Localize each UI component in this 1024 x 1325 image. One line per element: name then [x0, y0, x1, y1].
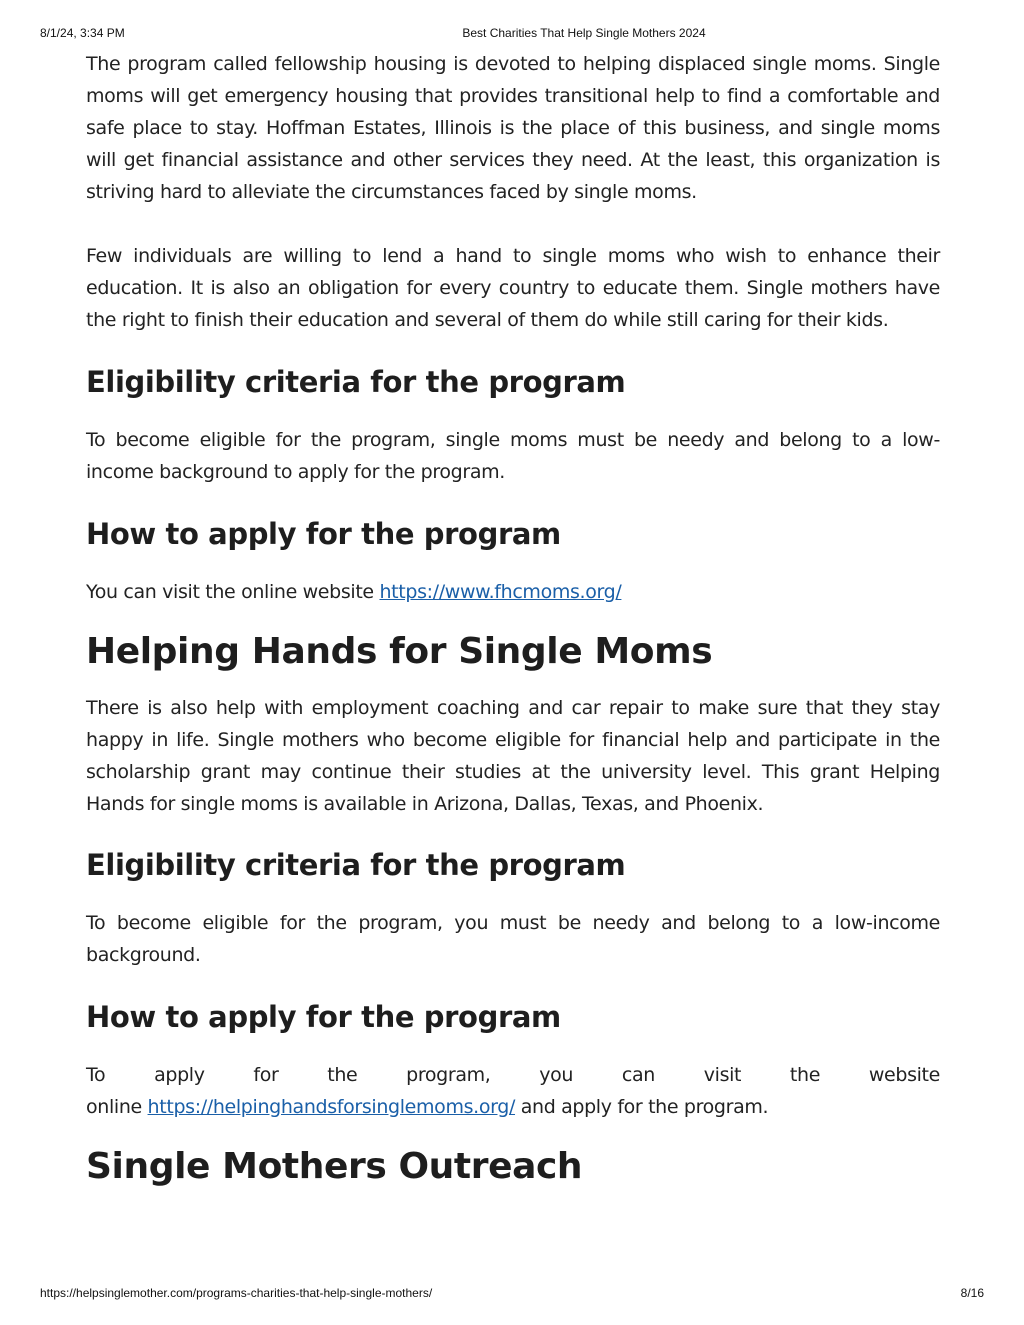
fhcmoms-link[interactable]: https://www.fhcmoms.org/: [379, 581, 622, 603]
heading-helping-hands: Helping Hands for Single Moms: [86, 631, 713, 672]
heading-eligibility-1: Eligibility criteria for the program: [86, 365, 626, 399]
apply-1-text: You can visit the online website: [86, 581, 380, 603]
article-content: [86, 48, 940, 1189]
paragraph-apply-1: [86, 576, 940, 608]
helpinghands-link[interactable]: https://helpinghandsforsinglemoms.org/: [147, 1096, 516, 1118]
print-header: [0, 26, 1024, 42]
paragraph-eligibility-2: To become eligible for the program, you must be needy and belong to a low-income background.: [86, 912, 940, 966]
heading-eligibility-2: Eligibility criteria for the program: [86, 848, 626, 882]
print-url: https://helpsinglemother.com/programs-charities-that-help-single-mothers/: [40, 1286, 433, 1300]
paragraph-helping-hands: There is also help with employment coaching and car repair to make sure that they stay happy in life. Single mothers who become eligible for financial help and participate in the scholarship grant may continue their studies at the university level. This grant Helping Hands for single moms is available in Arizona, Dallas, Texas, and Phoenix.: [86, 697, 940, 815]
apply-2-suffix-text: and apply for the program.: [515, 1096, 769, 1118]
paragraph-eligibility-1: To become eligible for the program, single moms must be needy and belong to a low-income background to apply for the program.: [86, 429, 940, 483]
paragraph-education: Few individuals are willing to lend a hand to single moms who wish to enhance their education. It is also an obligation for every country to educate them. Single mothers have the right to finish their education and several of them do while still caring for their kids.: [86, 245, 940, 331]
heading-single-mothers-outreach: Single Mothers Outreach: [86, 1146, 583, 1187]
print-timestamp: 8/1/24, 3:34 PM: [40, 26, 125, 40]
apply-2-online-text: online: [86, 1096, 148, 1118]
print-page-number: 8/16: [960, 1286, 984, 1300]
heading-how-to-apply-1: How to apply for the program: [86, 517, 561, 551]
heading-how-to-apply-2: How to apply for the program: [86, 1000, 561, 1034]
print-doc-title: Best Charities That Help Single Mothers 2024: [462, 26, 706, 40]
print-footer: [0, 1286, 1024, 1302]
paragraph-fellowship-housing: The program called fellowship housing is devoted to helping displaced single moms. Single moms will get emergency housing that provides transitional help to find a comfortable and safe place to stay. Hoffman Estates, Illinois is the place of this business, and single moms will get financial assistance and other services they need. At the least, this organization is striving hard to alleviate the circumstances faced by single moms.: [86, 53, 940, 203]
paragraph-apply-2-line2: [86, 1091, 940, 1123]
paragraph-apply-2-line1: To apply for the program, you can visit the website: [86, 1064, 940, 1086]
